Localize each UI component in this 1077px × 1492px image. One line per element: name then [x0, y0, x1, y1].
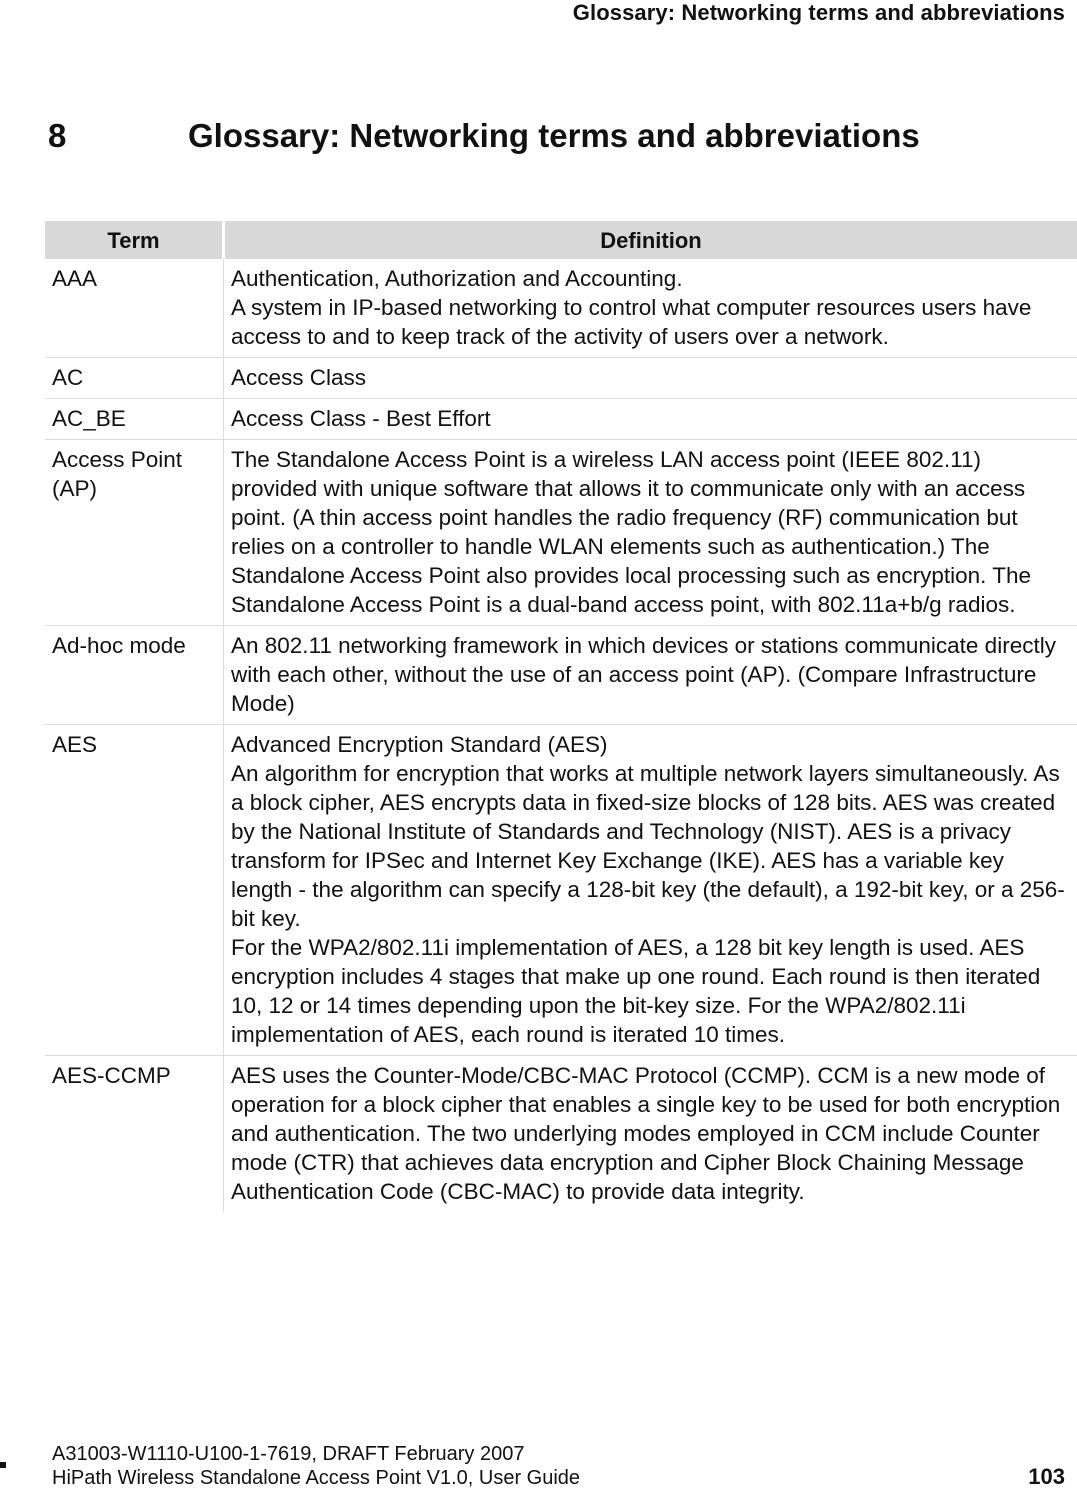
chapter-number: 8: [48, 117, 67, 154]
glossary-body: [45, 259, 1077, 1212]
table-row: [45, 626, 1077, 725]
term-cell: AC_BE: [45, 399, 224, 440]
glossary-table: [45, 221, 1077, 1212]
table-row: [45, 259, 1077, 358]
column-header-term: Term: [45, 221, 224, 259]
definition-paragraph: An 802.11 networking framework in which devices or stations communicate directly with each other, without the use of an access point (AP). (Compare Infrastructure Mode): [231, 633, 1056, 716]
definition-paragraph: An algorithm for encryption that works at multiple network layers simultaneously. As a block cipher, AES encrypts data in fixed-size blocks of 128 bits. AES was created by the National Institute of Standards and Technology (NIST). AES is a privacy transform for IPSec and Internet Key Exchange (IKE). AES has a variable key length - the algorithm can specify a 128-bit key (the default), a 192-bit key, or a 256-bit key.: [231, 761, 1065, 931]
definition-cell: [224, 626, 1077, 725]
table-header-row: [45, 221, 1077, 259]
definition-cell: [224, 358, 1077, 399]
definition-cell: [224, 440, 1077, 626]
table-row: [45, 358, 1077, 399]
table-row: [45, 1056, 1077, 1213]
definition-cell: [224, 399, 1077, 440]
definition-cell: [224, 1056, 1077, 1213]
footer-product: HiPath Wireless Standalone Access Point V1.0, User Guide: [52, 1467, 581, 1489]
column-header-definition: Definition: [224, 221, 1077, 259]
term-cell: AES-CCMP: [45, 1056, 224, 1213]
chapter-title: Glossary: Networking terms and abbreviations: [188, 117, 920, 154]
table-row: [45, 440, 1077, 626]
definition-cell: [224, 259, 1077, 358]
term-cell: AC: [45, 358, 224, 399]
definition-paragraph: Authentication, Authorization and Accounting.: [231, 266, 683, 291]
table-row: [45, 399, 1077, 440]
footer-marker: [0, 1462, 6, 1468]
term-cell: Ad-hoc mode: [45, 626, 224, 725]
definition-paragraph: Access Class - Best Effort: [231, 406, 491, 431]
definition-paragraph: Advanced Encryption Standard (AES): [231, 732, 608, 757]
chapter-heading: [48, 116, 920, 156]
running-header: Glossary: Networking terms and abbreviations: [572, 0, 1065, 25]
definition-paragraph: For the WPA2/802.11i implementation of AES, a 128 bit key length is used. AES encryption includes 4 stages that make up one round. Each round is then iterated 10, 12 or 14 times depending upon the bit-key size. For the WPA2/802.11i implementation of AES, each round is iterated 10 times.: [231, 935, 1041, 1047]
term-cell: AES: [45, 725, 224, 1056]
definition-paragraph: Access Class: [231, 365, 367, 390]
footer-doc-id: A31003-W1110-U100-1-7619, DRAFT February 2007: [52, 1443, 525, 1465]
definition-paragraph: A system in IP-based networking to control what computer resources users have access to and to keep track of the activity of users over a network.: [231, 295, 1032, 349]
term-cell: AAA: [45, 259, 224, 358]
page-number: 103: [1028, 1464, 1065, 1489]
definition-cell: [224, 725, 1077, 1056]
definition-paragraph: AES uses the Counter-Mode/CBC-MAC Protocol (CCMP). CCM is a new mode of operation for a block cipher that enables a single key to be used for both encryption and authentication. The two underlying modes employed in CCM include Counter mode (CTR) that achieves data encryption and Cipher Block Chaining Message Authentication Code (CBC-MAC) to provide data integrity.: [231, 1063, 1061, 1204]
definition-paragraph: The Standalone Access Point is a wireless LAN access point (IEEE 802.11) provided with unique software that allows it to communicate only with an access point. (A thin access point handles the radio frequency (RF) communication but relies on a controller to handle WLAN elements such as authentication.) The Standalone Access Point also provides local processing such as encryption. The Standalone Access Point is a dual-band access point, with 802.11a+b/g radios.: [231, 447, 1032, 617]
term-cell: Access Point (AP): [45, 440, 224, 626]
table-row: [45, 725, 1077, 1056]
